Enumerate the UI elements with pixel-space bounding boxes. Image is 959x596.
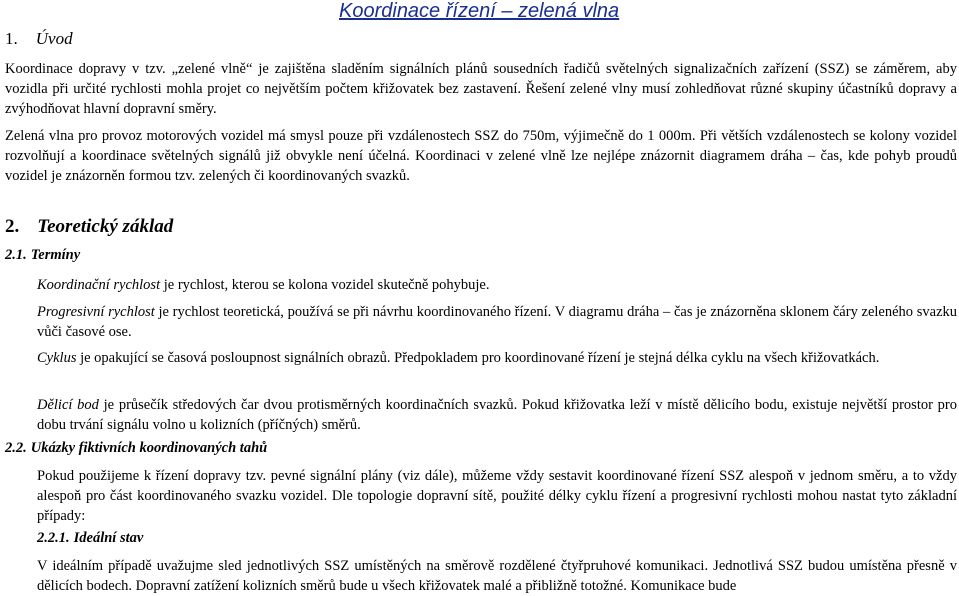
subsection-heading-terms xyxy=(5,247,80,264)
section-title: Úvod xyxy=(35,29,73,48)
term-text: je průsečík středových čar dvou protisměrných koordinačních svazků. Pokud křižovatka leží v místě dělicího bodu, existuje největší prostor pro dobu trvání signálu volno u kolizních (příčných) směrů. xyxy=(37,397,957,433)
subsection-title: Ukázky fiktivních koordinovaných tahů xyxy=(30,440,268,456)
intro-paragraph-1: Koordinace dopravy v tzv. „zelené vlně“ je zajištěna sladěním signálních plánů sousedních řadičů světelných signalizačních zařízení (SSZ) se záměrem, aby vozidla při určité rychlosti mohla projet co největším počtem křižovatek bez zastavení. Řešení zelené vlny musí zohledňovat různé skupiny účastníků dopravy a zvýhodňovat hlavní dopravní směry. xyxy=(5,61,957,117)
subsubsection-number: 2.2.1. xyxy=(37,530,70,546)
section-heading-intro xyxy=(5,29,73,49)
section-title: Teoretický základ xyxy=(37,216,174,237)
term-text: je rychlost, kterou se kolona vozidel skutečně pohybuje. xyxy=(160,277,490,293)
examples-paragraph: Pokud použijeme k řízení dopravy tzv. pevné signální plány (viz dále), můžeme vždy sestavit koordinované řízení SSZ alespoň v jednom směru, a to vždy alespoň pro část koordinovaného svazku vozidel. Dle topologie dopravní sítě, použité délky cyklu řízení a progresivní rychlosti mohou nastat tyto základní případy: xyxy=(37,468,957,524)
ideal-state-paragraph: V ideálním případě uvažujme sled jednotlivých SSZ umístěných na směrově rozdělené čtyřpruhové komunikaci. Jednotlivá SSZ budou umístěna přesně v dělicích bodech. Dopravní zatížení kolizních směrů bude u všech křižovatek malé a přibližně totožné. Komunikace bude xyxy=(37,558,957,594)
term-label: Koordinační rychlost xyxy=(37,277,161,293)
term-label: Progresivní rychlost xyxy=(37,304,155,320)
term-coordination-speed xyxy=(37,275,957,295)
term-label: Cyklus xyxy=(37,350,77,366)
term-text: je opakující se časová posloupnost signálních obrazů. Předpokladem pro koordinované řízení je stejná délka cyklu na všech křižovatkách. xyxy=(76,350,880,366)
subsection-heading-examples xyxy=(5,440,267,457)
term-progressive-speed xyxy=(37,302,957,342)
subsection-title: Termíny xyxy=(30,247,81,263)
subsubsection-heading-ideal xyxy=(37,530,143,547)
term-dividing-point xyxy=(37,395,957,435)
subsection-number: 2.1. xyxy=(5,247,27,263)
term-label: Dělicí bod xyxy=(37,397,99,413)
section-number: 1. xyxy=(5,29,18,48)
subsubsection-title: Ideální stav xyxy=(73,530,144,546)
term-cycle xyxy=(37,348,957,368)
term-text: je rychlost teoretická, používá se při návrhu koordinovaného řízení. V diagramu dráha – čas je znázorněna sklonem čáry zeleného svazku vůči časové ose. xyxy=(37,304,958,340)
section-heading-theory xyxy=(5,216,173,238)
document-title: Koordinace řízení – zelená vlna xyxy=(339,0,620,22)
section-number: 2. xyxy=(5,216,20,237)
intro-paragraph-2: Zelená vlna pro provoz motorových vozidel má smysl pouze při vzdálenostech SSZ do 750m, výjimečně do 1 000m. Při větších vzdálenostech se kolony vozidel rozvolňují a koordinace světelných signálů již obvykle není účelná. Koordinaci v zelené vlně lze nejlépe znázornit diagramem dráha – čas, kde pohyb proudů vozidel je znázorněn formou tzv. zelených či koordinovaných svazků. xyxy=(5,128,957,184)
subsection-number: 2.2. xyxy=(5,440,27,456)
